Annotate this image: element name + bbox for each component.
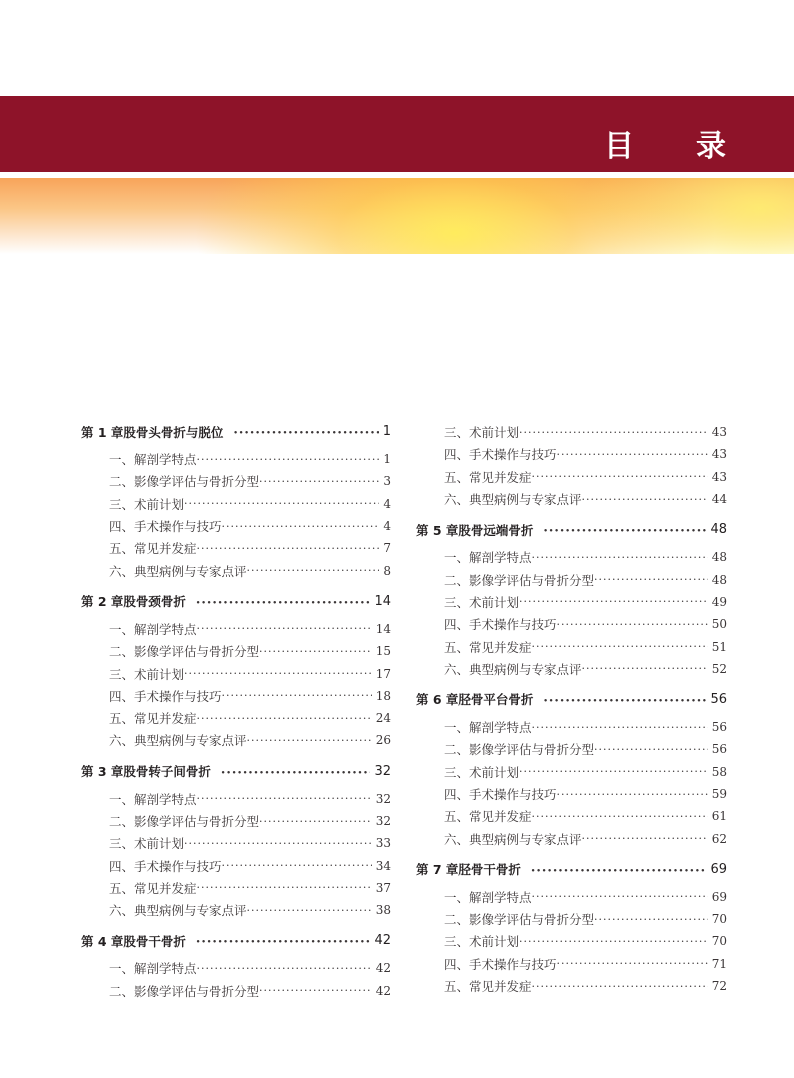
page-number: 17 [375, 666, 391, 681]
section-title: 解剖学特点 [469, 889, 532, 905]
section-number: 三、 [109, 496, 135, 512]
section-title: 典型病例与专家点评 [469, 661, 582, 677]
section-number: 二、 [109, 644, 135, 660]
section-number: 六、 [109, 903, 135, 919]
page-number: 4 [383, 496, 391, 511]
page-number: 38 [375, 903, 391, 918]
dot-leader [196, 595, 371, 608]
section-number: 三、 [109, 836, 135, 852]
section-number: 五、 [444, 639, 470, 655]
dot-leader [247, 564, 380, 577]
page-number: 33 [375, 836, 391, 851]
section-title: 手术操作与技巧 [134, 688, 222, 704]
section-title: 术前计划 [134, 666, 185, 682]
section-title: 术前计划 [469, 934, 520, 950]
page-number: 50 [711, 617, 727, 632]
section-number: 三、 [444, 764, 470, 780]
section-title: 影像学评估与骨折分型 [134, 983, 260, 999]
page-number: 43 [711, 447, 727, 462]
section-number: 五、 [109, 541, 135, 557]
toc-section-entry[interactable] [416, 568, 727, 590]
section-title: 影像学评估与骨折分型 [134, 814, 260, 829]
dot-leader [197, 453, 380, 466]
section-title: 术前计划 [134, 836, 185, 852]
page-number: 1 [383, 452, 391, 467]
section-title: 常见并发症 [134, 880, 197, 896]
page-number: 34 [375, 858, 391, 873]
dot-leader [557, 788, 708, 801]
toc-section-entry[interactable] [81, 980, 391, 1002]
chapter-number: 第 1 章 [81, 424, 124, 440]
dot-leader [532, 890, 708, 903]
section-number: 四、 [444, 956, 470, 972]
toc-section-entry[interactable] [81, 877, 391, 899]
page-number: 70 [711, 912, 727, 927]
page-number: 42 [375, 961, 391, 976]
section-title: 解剖学特点 [134, 961, 197, 977]
chapter-title: 股骨干骨折 [123, 933, 186, 949]
section-number: 一、 [109, 621, 135, 637]
page-number: 24 [375, 711, 391, 726]
dot-leader [519, 426, 708, 439]
dot-leader [543, 693, 706, 706]
toc-section-entry[interactable] [416, 783, 727, 805]
section-number: 四、 [444, 447, 470, 463]
section-title: 手术操作与技巧 [469, 787, 557, 802]
section-title: 术前计划 [469, 594, 520, 610]
dot-leader [259, 815, 372, 828]
dot-leader [532, 721, 708, 734]
toc-chapter-entry[interactable] [416, 519, 727, 540]
section-number: 一、 [109, 791, 135, 807]
dot-leader [196, 934, 371, 947]
section-number: 二、 [444, 912, 470, 928]
page-number: 18 [375, 688, 391, 703]
dot-leader [197, 622, 372, 635]
section-number: 一、 [109, 961, 135, 977]
toc-section-entry[interactable] [416, 805, 727, 827]
section-title: 影像学评估与骨折分型 [469, 912, 595, 928]
dot-leader [184, 667, 372, 680]
page-number: 56 [710, 691, 727, 707]
section-title: 影像学评估与骨折分型 [469, 572, 595, 588]
dot-leader [532, 810, 708, 823]
toc-section-entry[interactable] [81, 618, 391, 640]
page-number: 72 [711, 979, 727, 994]
dot-leader [519, 935, 708, 948]
toc-section-entry[interactable] [416, 443, 727, 465]
toc-section-entry[interactable] [416, 953, 727, 975]
toc-chapter-entry[interactable] [81, 421, 391, 442]
page-number: 48 [711, 572, 727, 587]
page-number: 69 [711, 889, 727, 904]
dot-leader [197, 542, 380, 555]
section-number: 五、 [109, 880, 135, 896]
chapter-title: 股骨转子间骨折 [123, 764, 211, 780]
dot-leader [247, 734, 372, 747]
page-number: 43 [711, 425, 727, 440]
toc-section-entry[interactable] [81, 493, 391, 515]
section-title: 常见并发症 [469, 809, 532, 825]
section-title: 解剖学特点 [469, 720, 532, 736]
toc-section-entry[interactable] [81, 832, 391, 854]
page-number: 56 [711, 720, 727, 735]
section-number: 一、 [109, 452, 135, 468]
page-number: 62 [711, 831, 727, 846]
page-number: 14 [374, 593, 391, 609]
dot-leader [582, 493, 708, 506]
decorative-gradient-band [0, 178, 794, 254]
dot-leader [582, 662, 708, 675]
page-number: 56 [711, 742, 727, 757]
page-number: 3 [383, 474, 391, 489]
section-number: 六、 [444, 492, 470, 508]
toc-section-entry[interactable] [81, 537, 391, 559]
toc-section-entry[interactable] [416, 716, 727, 738]
page-title: 目录 [604, 129, 788, 164]
section-title: 手术操作与技巧 [469, 617, 557, 633]
chapter-number: 第 6 章 [416, 692, 459, 708]
page-number: 42 [375, 983, 391, 998]
section-title: 手术操作与技巧 [469, 956, 557, 972]
toc-section-entry[interactable] [81, 448, 391, 470]
section-title: 常见并发症 [469, 469, 532, 485]
toc-section-entry[interactable] [416, 908, 727, 930]
dot-leader [184, 497, 379, 510]
page-number: 69 [710, 861, 727, 877]
toc-section-entry[interactable] [416, 658, 727, 680]
toc-section-entry[interactable] [81, 810, 391, 832]
section-number: 四、 [109, 688, 135, 704]
dot-leader [594, 913, 708, 926]
section-number: 六、 [444, 831, 470, 847]
toc-section-entry[interactable] [81, 515, 391, 537]
section-number: 四、 [109, 519, 135, 535]
page-number: 44 [711, 492, 727, 507]
section-number: 五、 [444, 469, 470, 485]
toc-column-left [81, 421, 391, 1002]
page-number: 8 [383, 563, 391, 578]
section-title: 典型病例与专家点评 [134, 903, 247, 919]
dot-leader [197, 962, 372, 975]
page-number: 58 [711, 764, 727, 779]
chapter-number: 第 3 章 [81, 764, 124, 780]
page-number: 48 [710, 522, 727, 538]
toc-section-entry[interactable] [81, 957, 391, 979]
dot-leader [532, 640, 708, 653]
page-number: 48 [711, 550, 727, 565]
section-number: 四、 [444, 617, 470, 633]
section-title: 解剖学特点 [469, 550, 532, 566]
toc-section-entry[interactable] [81, 470, 391, 492]
section-title: 手术操作与技巧 [134, 858, 222, 874]
section-title: 解剖学特点 [134, 791, 197, 807]
section-title: 常见并发症 [469, 979, 532, 995]
page-number: 52 [711, 661, 727, 676]
page-number: 70 [711, 934, 727, 949]
dot-leader [519, 765, 708, 778]
chapter-number: 第 5 章 [416, 522, 459, 538]
section-number: 二、 [109, 474, 135, 490]
chapter-number: 第 7 章 [416, 862, 459, 878]
section-title: 典型病例与专家点评 [469, 492, 582, 508]
toc-section-entry[interactable] [416, 591, 727, 613]
dot-leader [221, 765, 371, 778]
toc-section-entry[interactable] [416, 886, 727, 908]
toc-section-entry[interactable] [416, 975, 727, 997]
section-number: 五、 [444, 809, 470, 825]
chapter-title: 胫骨平台骨折 [458, 692, 534, 708]
section-number: 二、 [444, 742, 470, 758]
section-title: 常见并发症 [134, 541, 197, 557]
toc-section-entry[interactable] [416, 466, 727, 488]
section-title: 解剖学特点 [134, 621, 197, 637]
section-title: 典型病例与专家点评 [134, 563, 247, 579]
dot-leader [259, 984, 372, 997]
section-number: 六、 [109, 733, 135, 749]
page-number: 32 [375, 814, 391, 828]
dot-leader [594, 743, 708, 756]
toc-section-entry[interactable] [81, 788, 391, 810]
dot-leader [222, 859, 372, 872]
chapter-title: 股骨颈骨折 [123, 594, 186, 610]
page-number: 43 [711, 469, 727, 484]
chapter-title: 胫骨干骨折 [458, 862, 521, 878]
chapter-number: 第 4 章 [81, 933, 124, 949]
section-number: 一、 [444, 550, 470, 566]
section-title: 典型病例与专家点评 [469, 831, 582, 847]
page-number: 4 [383, 519, 391, 534]
dot-leader [532, 980, 708, 993]
toc-chapter-entry[interactable] [416, 689, 727, 710]
page-number: 49 [711, 594, 727, 609]
section-number: 四、 [444, 787, 470, 802]
dot-leader [184, 837, 372, 850]
section-number: 二、 [109, 814, 135, 829]
section-number: 六、 [109, 563, 135, 579]
dot-leader [197, 712, 372, 725]
dot-leader [222, 520, 380, 533]
section-number: 二、 [444, 572, 470, 588]
toc-section-entry[interactable] [416, 488, 727, 510]
toc-section-entry[interactable] [81, 707, 391, 729]
page-number: 42 [374, 933, 391, 949]
section-number: 四、 [109, 858, 135, 874]
toc-section-entry[interactable] [416, 761, 727, 783]
section-number: 一、 [444, 889, 470, 905]
dot-leader [197, 792, 372, 805]
section-title: 手术操作与技巧 [469, 447, 557, 463]
dot-leader [543, 523, 706, 536]
section-title: 术前计划 [134, 496, 185, 512]
toc-section-entry[interactable] [416, 613, 727, 635]
dot-leader [557, 618, 708, 631]
section-number: 三、 [444, 594, 470, 610]
section-number: 三、 [444, 425, 470, 441]
section-title: 常见并发症 [134, 711, 197, 727]
toc-section-entry[interactable] [81, 899, 391, 921]
page-number: 15 [375, 644, 391, 659]
toc-chapter-entry[interactable] [416, 859, 727, 880]
dot-leader [532, 470, 708, 483]
section-title: 术前计划 [469, 425, 520, 441]
toc-section-entry[interactable] [416, 930, 727, 952]
toc-section-entry[interactable] [416, 635, 727, 657]
page-number: 37 [375, 880, 391, 895]
section-number: 五、 [444, 979, 470, 995]
chapter-number: 第 2 章 [81, 594, 124, 610]
section-title: 典型病例与专家点评 [134, 733, 247, 749]
toc-chapter-entry[interactable] [81, 761, 391, 782]
dot-leader [557, 957, 708, 970]
dot-leader [594, 573, 708, 586]
toc-section-entry[interactable] [81, 685, 391, 707]
toc-section-entry[interactable] [81, 559, 391, 581]
section-title: 解剖学特点 [134, 452, 197, 468]
page-number: 1 [382, 424, 391, 439]
dot-leader [582, 832, 708, 845]
section-number: 三、 [444, 934, 470, 950]
toc-section-entry[interactable] [416, 421, 727, 443]
page-number: 32 [375, 791, 391, 806]
page-number: 71 [711, 956, 727, 971]
toc-section-entry[interactable] [416, 827, 727, 849]
page-number: 59 [711, 787, 727, 801]
section-title: 术前计划 [469, 764, 520, 780]
section-number: 一、 [444, 720, 470, 736]
section-number: 五、 [109, 711, 135, 727]
section-number: 三、 [109, 666, 135, 682]
toc-chapter-entry[interactable] [81, 930, 391, 951]
toc-section-entry[interactable] [416, 738, 727, 760]
toc-column-right [416, 421, 727, 997]
dot-leader [531, 863, 707, 876]
page-number: 32 [374, 763, 391, 779]
chapter-title: 股骨头骨折与脱位 [123, 424, 224, 440]
toc-section-entry[interactable] [81, 662, 391, 684]
toc-section-entry[interactable] [81, 640, 391, 662]
dot-leader [222, 689, 372, 702]
toc-section-entry[interactable] [416, 546, 727, 568]
dot-leader [259, 645, 372, 658]
dot-leader [233, 425, 378, 438]
toc-chapter-entry[interactable] [81, 591, 391, 612]
section-number: 二、 [109, 983, 135, 999]
page-number: 7 [383, 541, 391, 556]
page-number: 14 [375, 621, 391, 636]
page-number: 61 [711, 809, 727, 824]
section-title: 影像学评估与骨折分型 [134, 474, 260, 490]
title-banner [0, 96, 794, 172]
section-title: 常见并发症 [469, 639, 532, 655]
dot-leader [197, 881, 372, 894]
dot-leader [247, 904, 372, 917]
toc-section-entry[interactable] [81, 729, 391, 751]
dot-leader [519, 595, 708, 608]
dot-leader [259, 475, 379, 488]
toc-section-entry[interactable] [81, 854, 391, 876]
dot-leader [532, 551, 708, 564]
page-number: 26 [375, 733, 391, 748]
section-title: 手术操作与技巧 [134, 519, 222, 535]
section-title: 影像学评估与骨折分型 [469, 742, 595, 758]
page-number: 51 [711, 639, 727, 654]
section-title: 影像学评估与骨折分型 [134, 644, 260, 660]
chapter-title: 股骨远端骨折 [458, 522, 534, 538]
dot-leader [557, 448, 708, 461]
section-number: 六、 [444, 661, 470, 677]
